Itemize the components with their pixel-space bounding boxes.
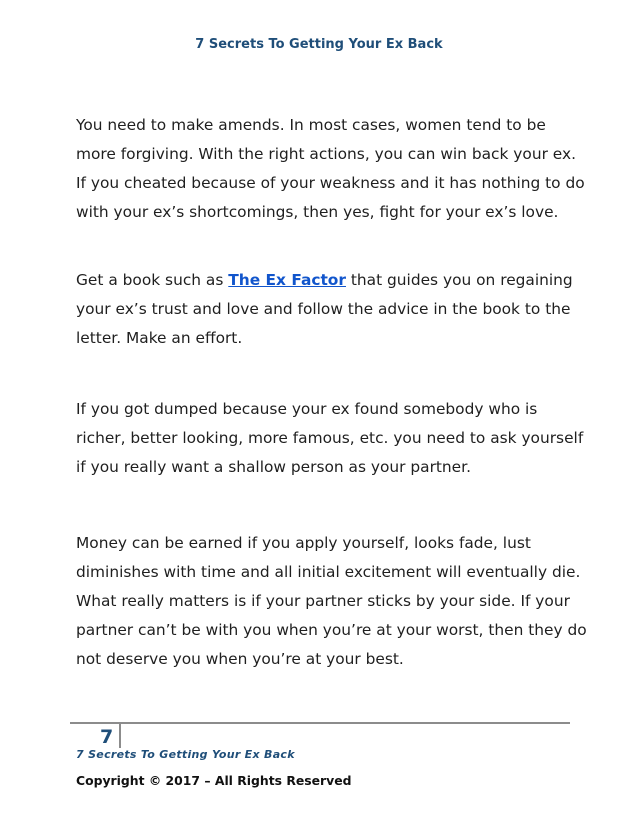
footer-divider	[70, 722, 570, 724]
paragraph-text: Get a book such as	[76, 271, 229, 289]
copyright-notice: Copyright © 2017 – All Rights Reserved	[76, 773, 352, 788]
paragraph-line: not deserve you when you’re at your best.	[76, 650, 404, 668]
paragraph-book-advice	[76, 266, 576, 353]
paragraph-line: diminishes with time and all initial excitement will eventually die.	[76, 563, 581, 581]
paragraph-line: letter. Make an effort.	[76, 329, 243, 347]
paragraph-line: If you got dumped because your ex found somebody who is	[76, 400, 538, 418]
footer-title: 7 Secrets To Getting Your Ex Back	[76, 748, 295, 761]
paragraph-line: If you cheated because of your weakness and it has nothing to do	[76, 174, 585, 192]
page-number: 7	[100, 726, 114, 748]
paragraph-line: if you really want a shallow person as your partner.	[76, 458, 471, 476]
paragraph-line	[76, 266, 576, 295]
paragraph-line: more forgiving. With the right actions, you can win back your ex.	[76, 145, 576, 163]
paragraph-line: partner can’t be with you when you’re at your worst, then they do	[76, 621, 587, 639]
ex-factor-link[interactable]: The Ex Factor	[228, 271, 346, 289]
page-header-title: 7 Secrets To Getting Your Ex Back	[195, 37, 443, 52]
paragraph-line: your ex’s trust and love and follow the advice in the book to the	[76, 300, 571, 318]
paragraph-line: with your ex’s shortcomings, then yes, fight for your ex’s love.	[76, 203, 559, 221]
paragraph-line: richer, better looking, more famous, etc. you need to ask yourself	[76, 429, 584, 447]
paragraph-line: Money can be earned if you apply yourself, looks fade, lust	[76, 534, 531, 552]
paragraph-make-amends	[76, 111, 585, 227]
paragraph-line: What really matters is if your partner sticks by your side. If your	[76, 592, 570, 610]
page-number-divider	[119, 724, 121, 748]
paragraph-line: You need to make amends. In most cases, women tend to be	[76, 116, 546, 134]
paragraph-text: that guides you on regaining	[345, 271, 573, 289]
paragraph-dumped	[76, 395, 584, 482]
paragraph-what-matters	[76, 529, 587, 674]
